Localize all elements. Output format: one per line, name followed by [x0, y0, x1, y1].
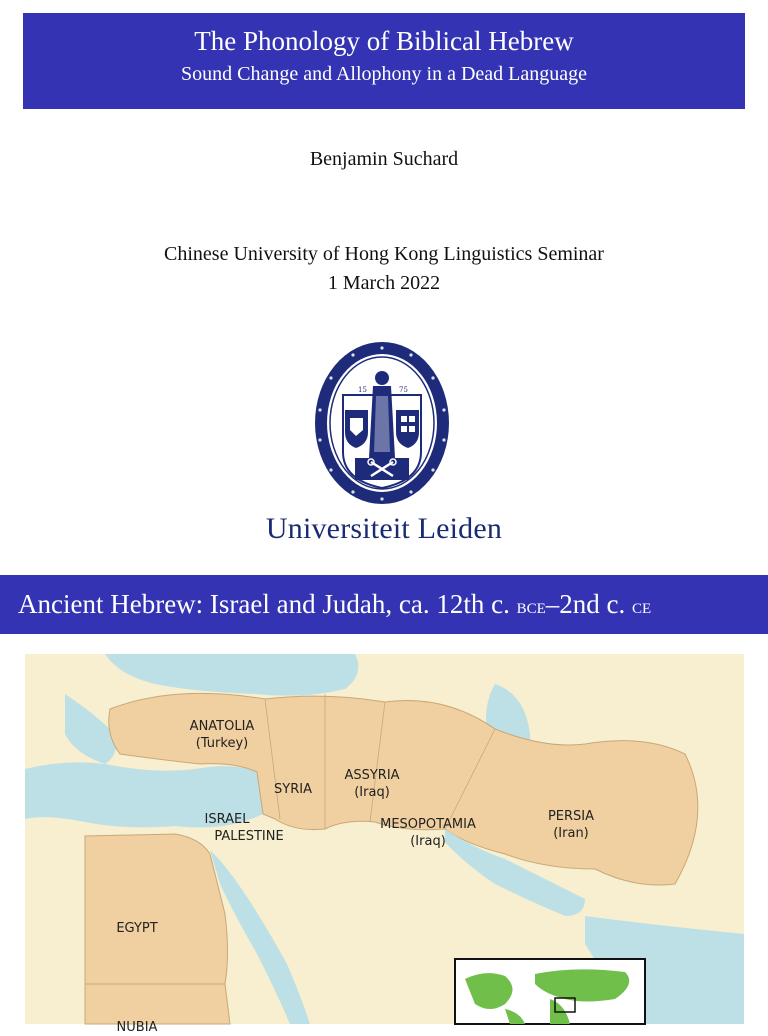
map-label-palestine: PALESTINE [214, 829, 284, 844]
leiden-university-seal-icon [313, 340, 451, 506]
map-label-israel: ISRAEL [204, 812, 250, 827]
presentation-title: The Phonology of Biblical Hebrew [194, 26, 574, 56]
map-label-nubia: NUBIA [116, 1020, 158, 1035]
section-title [0, 575, 768, 635]
map-label-persia: PERSIA (Iran) [547, 809, 595, 841]
map-label-syria: SYRIA [274, 782, 312, 797]
map-label-assyria: ASSYRIA (Iraq) [344, 768, 400, 800]
seal-year-right: 75 [399, 386, 408, 394]
author-name: Benjamin Suchard [309, 148, 459, 170]
era-bce: bce [516, 593, 546, 618]
title-banner [23, 13, 745, 109]
section-title-range: –2nd c. [545, 589, 632, 619]
map-label-anatolia: ANATOLIA (Turkey) [189, 719, 255, 751]
map-label-mesopotamia: MESOPOTAMIA (Iraq) [380, 817, 476, 849]
venue-name: Chinese University of Hong Kong Linguistics Seminar [164, 243, 604, 265]
presentation-date: 1 March 2022 [327, 272, 441, 294]
venue-block [0, 240, 768, 298]
section-title-main: Ancient Hebrew: Israel and Judah, ca. 12th c. [18, 589, 517, 619]
map-label-egypt: EGYPT [116, 921, 158, 936]
seal-year-left: 15 [358, 386, 367, 394]
era-ce: ce [632, 593, 652, 618]
ancient-near-east-map [25, 654, 744, 1035]
presentation-subtitle: Sound Change and Allophony in a Dead Language [180, 63, 588, 85]
university-wordmark: Universiteit Leiden [265, 512, 503, 545]
section-banner [0, 575, 768, 634]
